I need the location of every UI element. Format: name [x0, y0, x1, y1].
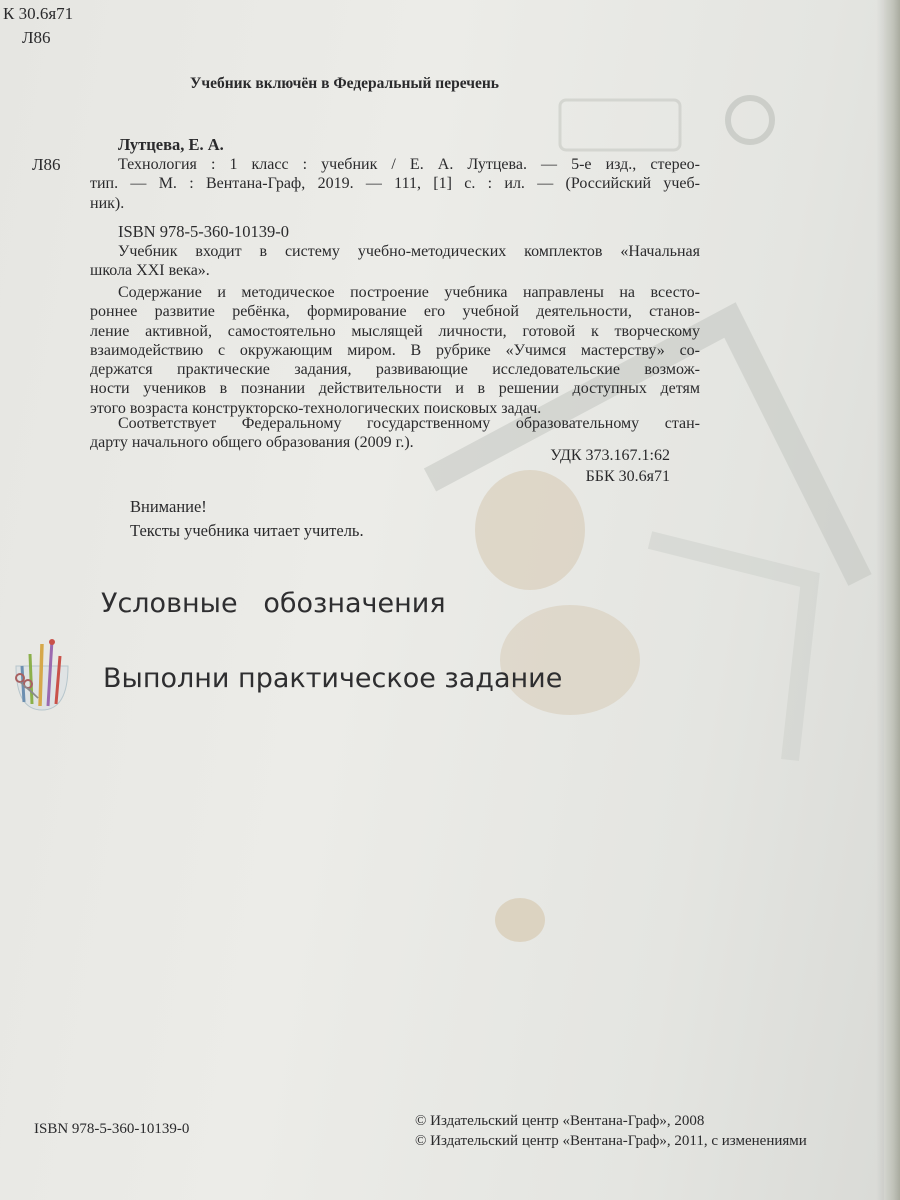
udk-code: УДК 373.167.1:62 — [550, 447, 670, 464]
bbk-code-bottom: ББК 30.6я71 — [585, 468, 670, 485]
federal-list-note: Учебник включён в Федеральный перечень — [190, 75, 499, 92]
content-line: роннее развитие ребёнка, формирование его учебной деятельности, станов- — [90, 303, 700, 321]
legend-item-label: Выполни практическое задание — [103, 663, 563, 694]
content-line: держатся практические задания, развивающие исследовательские возмож- — [90, 361, 700, 379]
footer-isbn: ISBN 978-5-360-10139-0 — [34, 1121, 190, 1137]
content-line: Содержание и методическое построение учебника направлены на всесто- — [118, 284, 700, 301]
system-paragraph — [90, 242, 700, 281]
art-tools-icon — [8, 636, 70, 714]
notice-text: Тексты учебника читает учитель. — [130, 521, 364, 540]
catalog-author-code: Л86 — [32, 155, 61, 174]
page-gutter-shadow — [876, 0, 884, 1200]
content-line: ности учеников в познании действительности и в решении доступных детям — [90, 380, 700, 398]
copyright-line-1: © Издательский центр «Вентана-Граф», 2008 — [415, 1113, 705, 1129]
catalog-author: Лутцева, Е. А. — [118, 135, 224, 154]
author-code-top: Л86 — [22, 28, 51, 47]
bib-line: Технология : 1 класс : учебник / Е. А. Лутцева. — 5-е изд., стерео- — [118, 156, 700, 173]
bibliographic-description — [90, 155, 700, 213]
bbk-code: К 30.6я71 — [3, 4, 74, 23]
standard-line: Соответствует Федеральному государственному образовательному стан- — [118, 415, 700, 432]
content-line: взаимодействию с окружающим миром. В рубрике «Учимся мастерству» со- — [90, 341, 700, 359]
catalog-isbn: ISBN 978-5-360-10139-0 — [118, 222, 289, 241]
system-line: школа XXI века». — [90, 262, 210, 280]
legend-heading: Условные обозначения — [101, 588, 446, 619]
system-line: Учебник входит в систему учебно-методических комплектов «Начальная — [118, 243, 700, 260]
page-edge — [884, 0, 900, 1200]
content-paragraph — [90, 283, 700, 418]
content-line: этого возраста конструкторско-технологических поисковых задач. — [90, 399, 542, 417]
copyright-line-2: © Издательский центр «Вентана-Граф», 2011, с изменениями — [415, 1133, 807, 1149]
bib-line: тип. — М. : Вентана-Граф, 2019. — 111, [1] с. : ил. — (Российский учеб- — [90, 175, 700, 193]
standard-line: дарту начального общего образования (2009 г.). — [90, 434, 414, 452]
content-line: ление активной, самостоятельно мыслящей личности, готовой к творческому — [90, 322, 700, 340]
bib-line: ник). — [90, 194, 125, 212]
notice-title: Внимание! — [130, 497, 207, 516]
